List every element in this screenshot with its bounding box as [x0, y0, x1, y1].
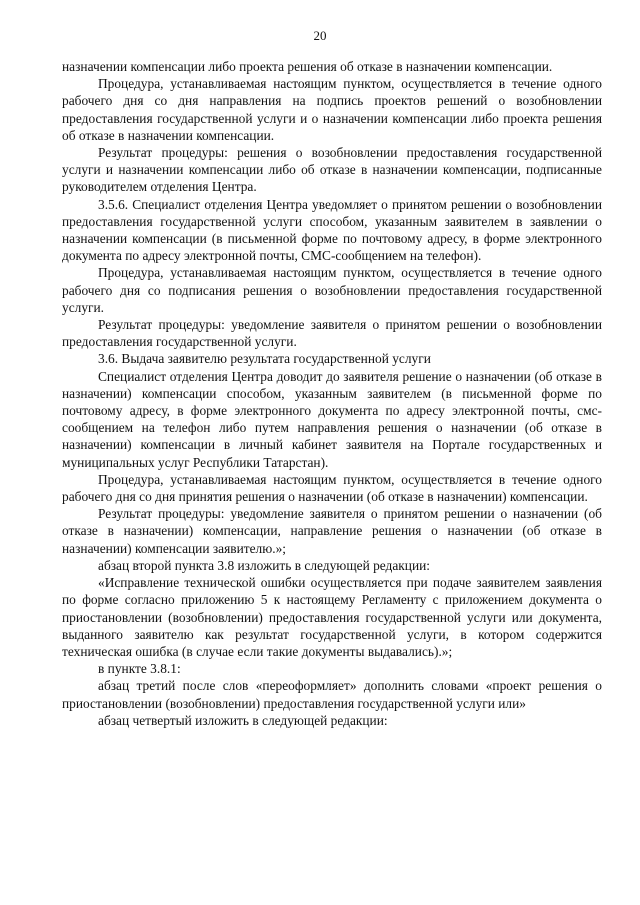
- section-heading: 3.6. Выдача заявителю результата государственной услуги: [98, 351, 431, 367]
- paragraph: Результат процедуры: решения о возобновлении предоставления государственной услуги и назначении компенсации либо об отказе в назначении компенсации, подписанные руководителем отделения Центра.: [62, 145, 602, 195]
- document-body: [62, 58, 602, 729]
- paragraph: Процедура, устанавливаемая настоящим пунктом, осуществляется в течение одного рабочего дня со подписания решения о возобновлении предоставления государственной услуги.: [62, 265, 602, 315]
- page-number: 20: [313, 28, 327, 43]
- paragraph: в пункте 3.8.1:: [98, 661, 181, 677]
- paragraph: «Исправление технической ошибки осуществляется при подаче заявителем заявления по форме согласно приложению 5 к настоящему Регламенту с приложением документа о приостановлении (возобновлении) предоставления государственной услуги или документа, выданного заявителю как результат государственной услуги, в котором содержится техническая ошибка (в случае если такие документы выдавались).»;: [62, 575, 602, 659]
- paragraph: Результат процедуры: уведомление заявителя о принятом решении о возобновлении предоставления государственной услуги.: [62, 317, 602, 350]
- paragraph: Специалист отделения Центра доводит до заявителя решение о назначении (об отказе в назначении) компенсации способом, указанным заявителем (в письменной форме по почтовому адресу, в форме электронного документа по адресу электронной почты, смс-сообщением на телефон либо путем направления решения о назначении (об отказе в назначении) компенсации в личный кабинет заявителя на Портале государственных и муниципальных услуг Республики Татарстан).: [62, 368, 602, 470]
- paragraph: назначении компенсации либо проекта решения об отказе в назначении компенсации.: [62, 59, 553, 74]
- paragraph: абзац второй пункта 3.8 изложить в следующей редакции:: [98, 557, 431, 573]
- paragraph: Результат процедуры: уведомление заявителя о принятом решении о назначении (об отказе в назначении) компенсации, направление решения о назначении (об отказе в назначении) компенсации заявителю.»;: [62, 506, 602, 556]
- paragraph: абзац третий после слов «переоформляет» дополнить словами «проект решения о приостановлении (возобновлении) предоставления государственной услуги или»: [62, 678, 602, 711]
- paragraph: Процедура, устанавливаемая настоящим пунктом, осуществляется в течение одного рабочего дня со дня направления на подпись проектов решений о возобновлении предоставления государственной услуги и о назначении компенсации либо проекта решения об отказе в назначении компенсации.: [62, 76, 602, 143]
- paragraph: Процедура, устанавливаемая настоящим пунктом, осуществляется в течение одного рабочего дня со дня принятия решения о назначении (об отказе в назначении) компенсации.: [62, 471, 602, 505]
- paragraph: 3.5.6. Специалист отделения Центра уведомляет о принятом решении о возобновлении предоставления государственной услуги способом, указанным заявителем в заявлении о назначении компенсации (в письменной форме по почтовому адресу, в форме электронного документа по адресу электронной почты, СМС-сообщением на телефон).: [62, 196, 602, 264]
- paragraph: абзац четвертый изложить в следующей редакции:: [98, 712, 388, 728]
